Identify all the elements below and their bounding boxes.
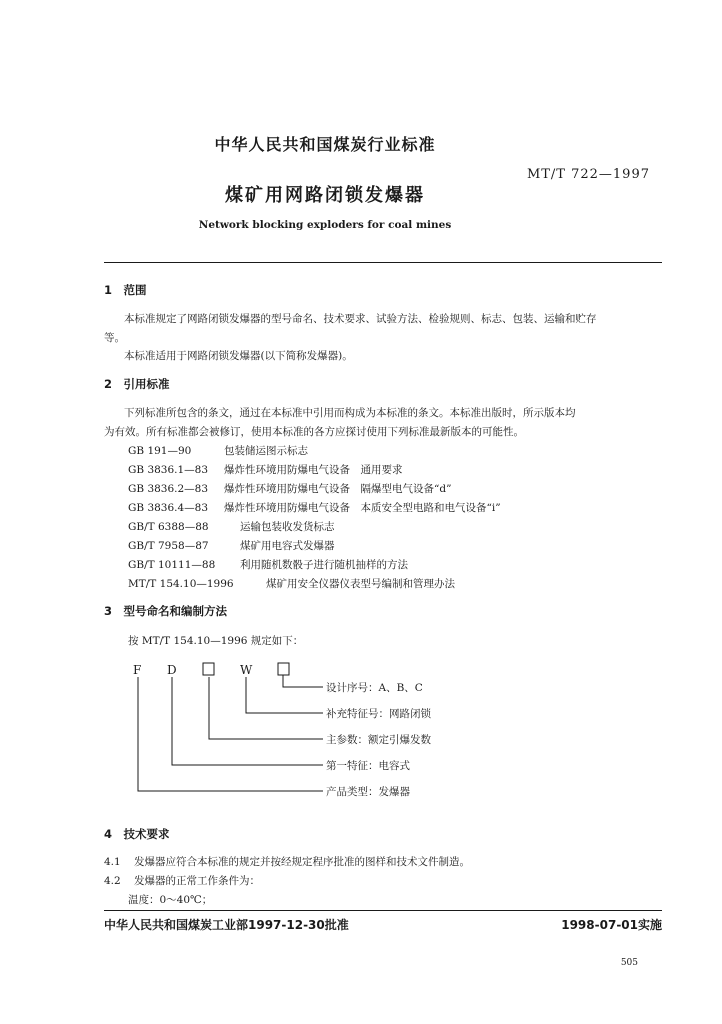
diagram-letter: W <box>240 663 253 677</box>
approval-line: 中华人民共和国煤炭工业部1997-12-30批准 <box>104 918 349 932</box>
reference-item <box>128 576 455 591</box>
clause-4-2 <box>104 873 260 888</box>
footer-divider <box>104 910 662 911</box>
reference-title: 运输包装收发货标志 <box>240 521 335 533</box>
reference-title: 利用随机数骰子进行随机抽样的方法 <box>240 559 408 571</box>
section-1-heading: 1 范围 <box>104 283 147 297</box>
section-2-heading: 2 引用标准 <box>104 377 170 391</box>
clause-text: 发爆器的正常工作条件为： <box>134 875 260 887</box>
implementation-date: 1998-07-01实施 <box>561 918 662 932</box>
clause-number: 4.1 <box>104 856 121 868</box>
reference-item <box>128 462 403 477</box>
reference-title: 爆炸性环境用防爆电气设备 通用要求 <box>224 464 403 476</box>
clause-number: 4.2 <box>104 875 121 887</box>
document-title: 煤矿用网路闭锁发爆器 <box>225 185 425 206</box>
reference-item <box>128 538 335 553</box>
reference-number: GB/T 6388—88 <box>128 521 209 533</box>
reference-title: 煤矿用电容式发爆器 <box>240 540 335 552</box>
diagram-label: 主参数：额定引爆发数 <box>326 734 431 746</box>
section-2-para-line-1: 下列标准所包含的条文，通过在本标准中引用而构成为本标准的条文。本标准出版时，所示版本均 <box>124 407 576 419</box>
design-serial-box <box>278 663 289 675</box>
clause-4-1 <box>104 854 470 869</box>
clause-4-2-item: 温度：0～40℃； <box>128 894 213 906</box>
leader-line-main-parameter <box>209 677 323 739</box>
reference-title: 煤矿用安全仪器仪表型号编制和管理办法 <box>266 578 455 590</box>
leader-line-design-serial <box>283 675 323 687</box>
diagram-label: 补充特征号：网路闭锁 <box>326 708 431 720</box>
reference-item <box>128 500 501 515</box>
reference-item <box>128 557 408 572</box>
standard-code: MT/T 722—1997 <box>526 167 650 182</box>
leader-line-supplementary <box>246 677 323 713</box>
reference-item <box>128 481 451 496</box>
reference-item <box>128 443 308 458</box>
section-1-para-1-line-2: 等。 <box>104 332 125 344</box>
diagram-label: 设计序号：A、B、C <box>326 682 423 694</box>
leader-line-product-type <box>138 677 323 791</box>
reference-title: 爆炸性环境用防爆电气设备 本质安全型电路和电气设备“i” <box>224 502 501 514</box>
reference-number: GB 3836.2—83 <box>128 483 209 495</box>
diagram-letter: F <box>133 663 142 677</box>
reference-number: GB 191—90 <box>128 445 192 457</box>
reference-number: GB/T 7958—87 <box>128 540 209 552</box>
main-parameter-box <box>203 663 214 675</box>
reference-number: MT/T 154.10—1996 <box>128 578 234 590</box>
diagram-label: 产品类型：发爆器 <box>326 786 410 798</box>
header-divider <box>104 262 662 263</box>
section-3-intro: 按 MT/T 154.10—1996 规定如下： <box>128 635 304 647</box>
reference-number: GB 3836.1—83 <box>128 464 209 476</box>
reference-title: 包装储运图示标志 <box>224 445 308 457</box>
section-1-para-2: 本标准适用于网路闭锁发爆器(以下简称发爆器)。 <box>124 350 353 362</box>
section-3-heading: 3 型号命名和编制方法 <box>104 604 228 618</box>
document-title-english: Network blocking exploders for coal mines <box>198 219 452 231</box>
leader-line-first-feature <box>172 677 323 765</box>
diagram-letter: D <box>167 663 177 677</box>
section-2-para-line-2: 为有效。所有标准都会被修订，使用本标准的各方应探讨使用下列标准最新版本的可能性。 <box>104 426 524 438</box>
section-4-heading: 4 技术要求 <box>104 827 170 841</box>
reference-number: GB/T 10111—88 <box>128 559 216 571</box>
model-number-diagram <box>128 660 468 800</box>
page-number: 505 <box>620 958 638 968</box>
clause-text: 发爆器应符合本标准的规定并按经规定程序批准的图样和技术文件制造。 <box>134 856 470 868</box>
reference-number: GB 3836.4—83 <box>128 502 209 514</box>
reference-title: 爆炸性环境用防爆电气设备 隔爆型电气设备“d” <box>224 483 452 495</box>
diagram-label: 第一特征：电容式 <box>326 760 410 772</box>
issuing-organization: 中华人民共和国煤炭行业标准 <box>214 135 436 154</box>
reference-item <box>128 519 335 534</box>
section-1-para-1-line-1: 本标准规定了网路闭锁发爆器的型号命名、技术要求、试验方法、检验规则、标志、包装、运输和贮存 <box>124 313 597 325</box>
